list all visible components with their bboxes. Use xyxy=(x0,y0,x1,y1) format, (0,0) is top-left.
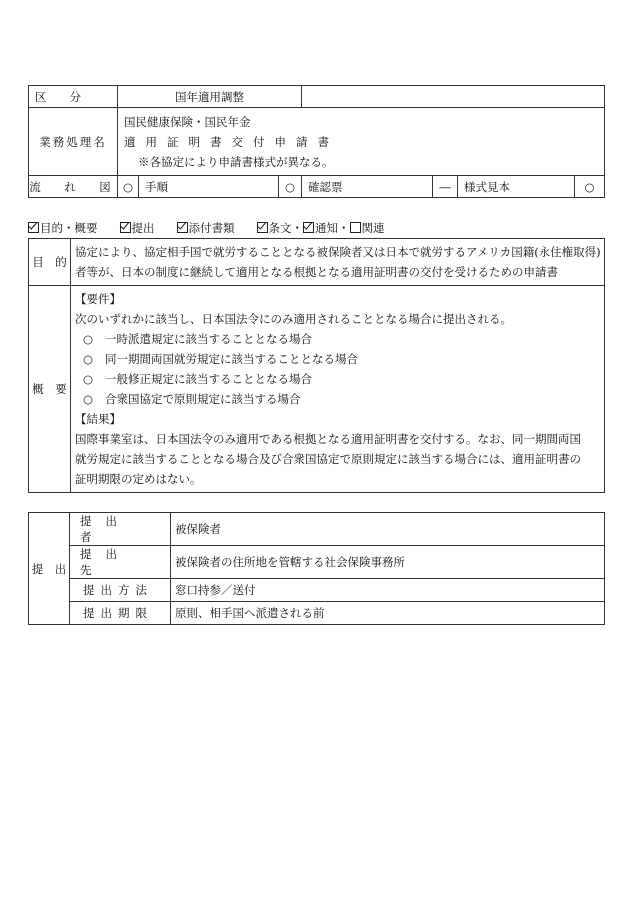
check-purpose[interactable]: 目的・概要 xyxy=(28,220,98,236)
flow-mark-3: ― xyxy=(433,176,458,198)
check-submit[interactable]: 提出 xyxy=(120,220,155,236)
kubun-label: 区 分 xyxy=(29,86,118,108)
flow-mark-1: ○ xyxy=(118,176,139,198)
overview-text xyxy=(71,286,605,493)
result-line: 証明期限の定めはない。 xyxy=(75,472,202,486)
purpose-line: 協定により、協定相手国で就労することとなる被保険者又は日本で就労するアメリカ国籍(永住権取得) xyxy=(75,245,601,259)
checkbox-icon xyxy=(257,222,268,233)
submit-deadline-key: 提出期限 xyxy=(70,602,171,625)
gyomu-label: 業務処理名 xyxy=(29,108,118,176)
gyomu-line-2: 適用証明書交付申請書 xyxy=(124,134,339,149)
checkbox-icon xyxy=(177,222,188,233)
purpose-line: 者等が、日本の制度に継続して適用となる根拠となる適用証明書の交付を受けるための申請書 xyxy=(75,265,558,279)
checkbox-icon xyxy=(303,222,314,233)
requirement-item: ○ 一時派遣規定に該当することとなる場合 xyxy=(83,332,312,346)
flow-item-form-sample[interactable]: 様式見本 xyxy=(458,176,575,198)
requirement-item: ○ 一般修正規定に該当することとなる場合 xyxy=(83,372,312,386)
requirement-item: ○ 同一期間両国就労規定に該当することとなる場合 xyxy=(83,352,358,366)
submit-to-value: 被保険者の住所地を管轄する社会保険事務所 xyxy=(171,546,605,579)
flow-item-check-sheet[interactable]: 確認票 xyxy=(302,176,433,198)
submit-deadline-value: 原則、相手国へ派遣される前 xyxy=(171,602,605,625)
submit-method-value: 窓口持参／送付 xyxy=(171,579,605,602)
checkbox-icon xyxy=(28,222,39,233)
section-checkbox-row xyxy=(28,220,385,236)
header-table xyxy=(28,85,605,198)
submission-label: 提 出 xyxy=(29,513,70,625)
requirements-intro: 次のいずれかに該当し、日本国法令にのみ適用されることとなる場合に提出される。 xyxy=(75,312,512,326)
gyomu-name xyxy=(118,108,605,176)
kubun-empty xyxy=(302,86,605,108)
flow-mark-2: ○ xyxy=(279,176,302,198)
gyomu-line-1: 国民健康保険・国民年金 xyxy=(124,114,251,129)
submission-table xyxy=(28,512,605,625)
check-attachments[interactable]: 添付書類 xyxy=(177,220,235,236)
submitter-key: 提出者 xyxy=(70,513,171,546)
check-articles[interactable]: 条文・ xyxy=(257,220,304,236)
submit-to-key: 提出先 xyxy=(70,546,171,579)
purpose-label: 目 的 xyxy=(29,239,71,286)
requirement-item: ○ 合衆国協定で原則規定に該当する場合 xyxy=(83,392,301,406)
kubun-value: 国年適用調整 xyxy=(118,86,302,108)
submit-method-key: 提出方法 xyxy=(70,579,171,602)
check-related[interactable]: 関連 xyxy=(350,220,385,236)
flow-mark-4: ○ xyxy=(575,176,605,198)
result-line: 就労規定に該当することとなる場合及び合衆国協定で原則規定に該当する場合には、適用証明書の xyxy=(75,452,581,466)
result-heading: 【結果】 xyxy=(75,412,121,426)
overview-label: 概 要 xyxy=(29,286,71,493)
purpose-overview-table xyxy=(28,238,605,493)
checkbox-icon xyxy=(350,222,361,233)
result-line: 国際事業室は、日本国法令のみ適用である根拠となる適用証明書を交付する。なお、同一期間両国 xyxy=(75,432,581,446)
flow-label: 流 れ 図 xyxy=(29,176,118,198)
submitter-value: 被保険者 xyxy=(171,513,605,546)
requirements-heading: 【要件】 xyxy=(75,292,121,306)
purpose-text xyxy=(71,239,605,286)
gyomu-line-3: ※各協定により申請書様式が異なる。 xyxy=(138,154,334,169)
flow-item-procedure[interactable]: 手順 xyxy=(139,176,279,198)
checkbox-icon xyxy=(120,222,131,233)
check-notice[interactable]: 通知・ xyxy=(303,220,350,236)
